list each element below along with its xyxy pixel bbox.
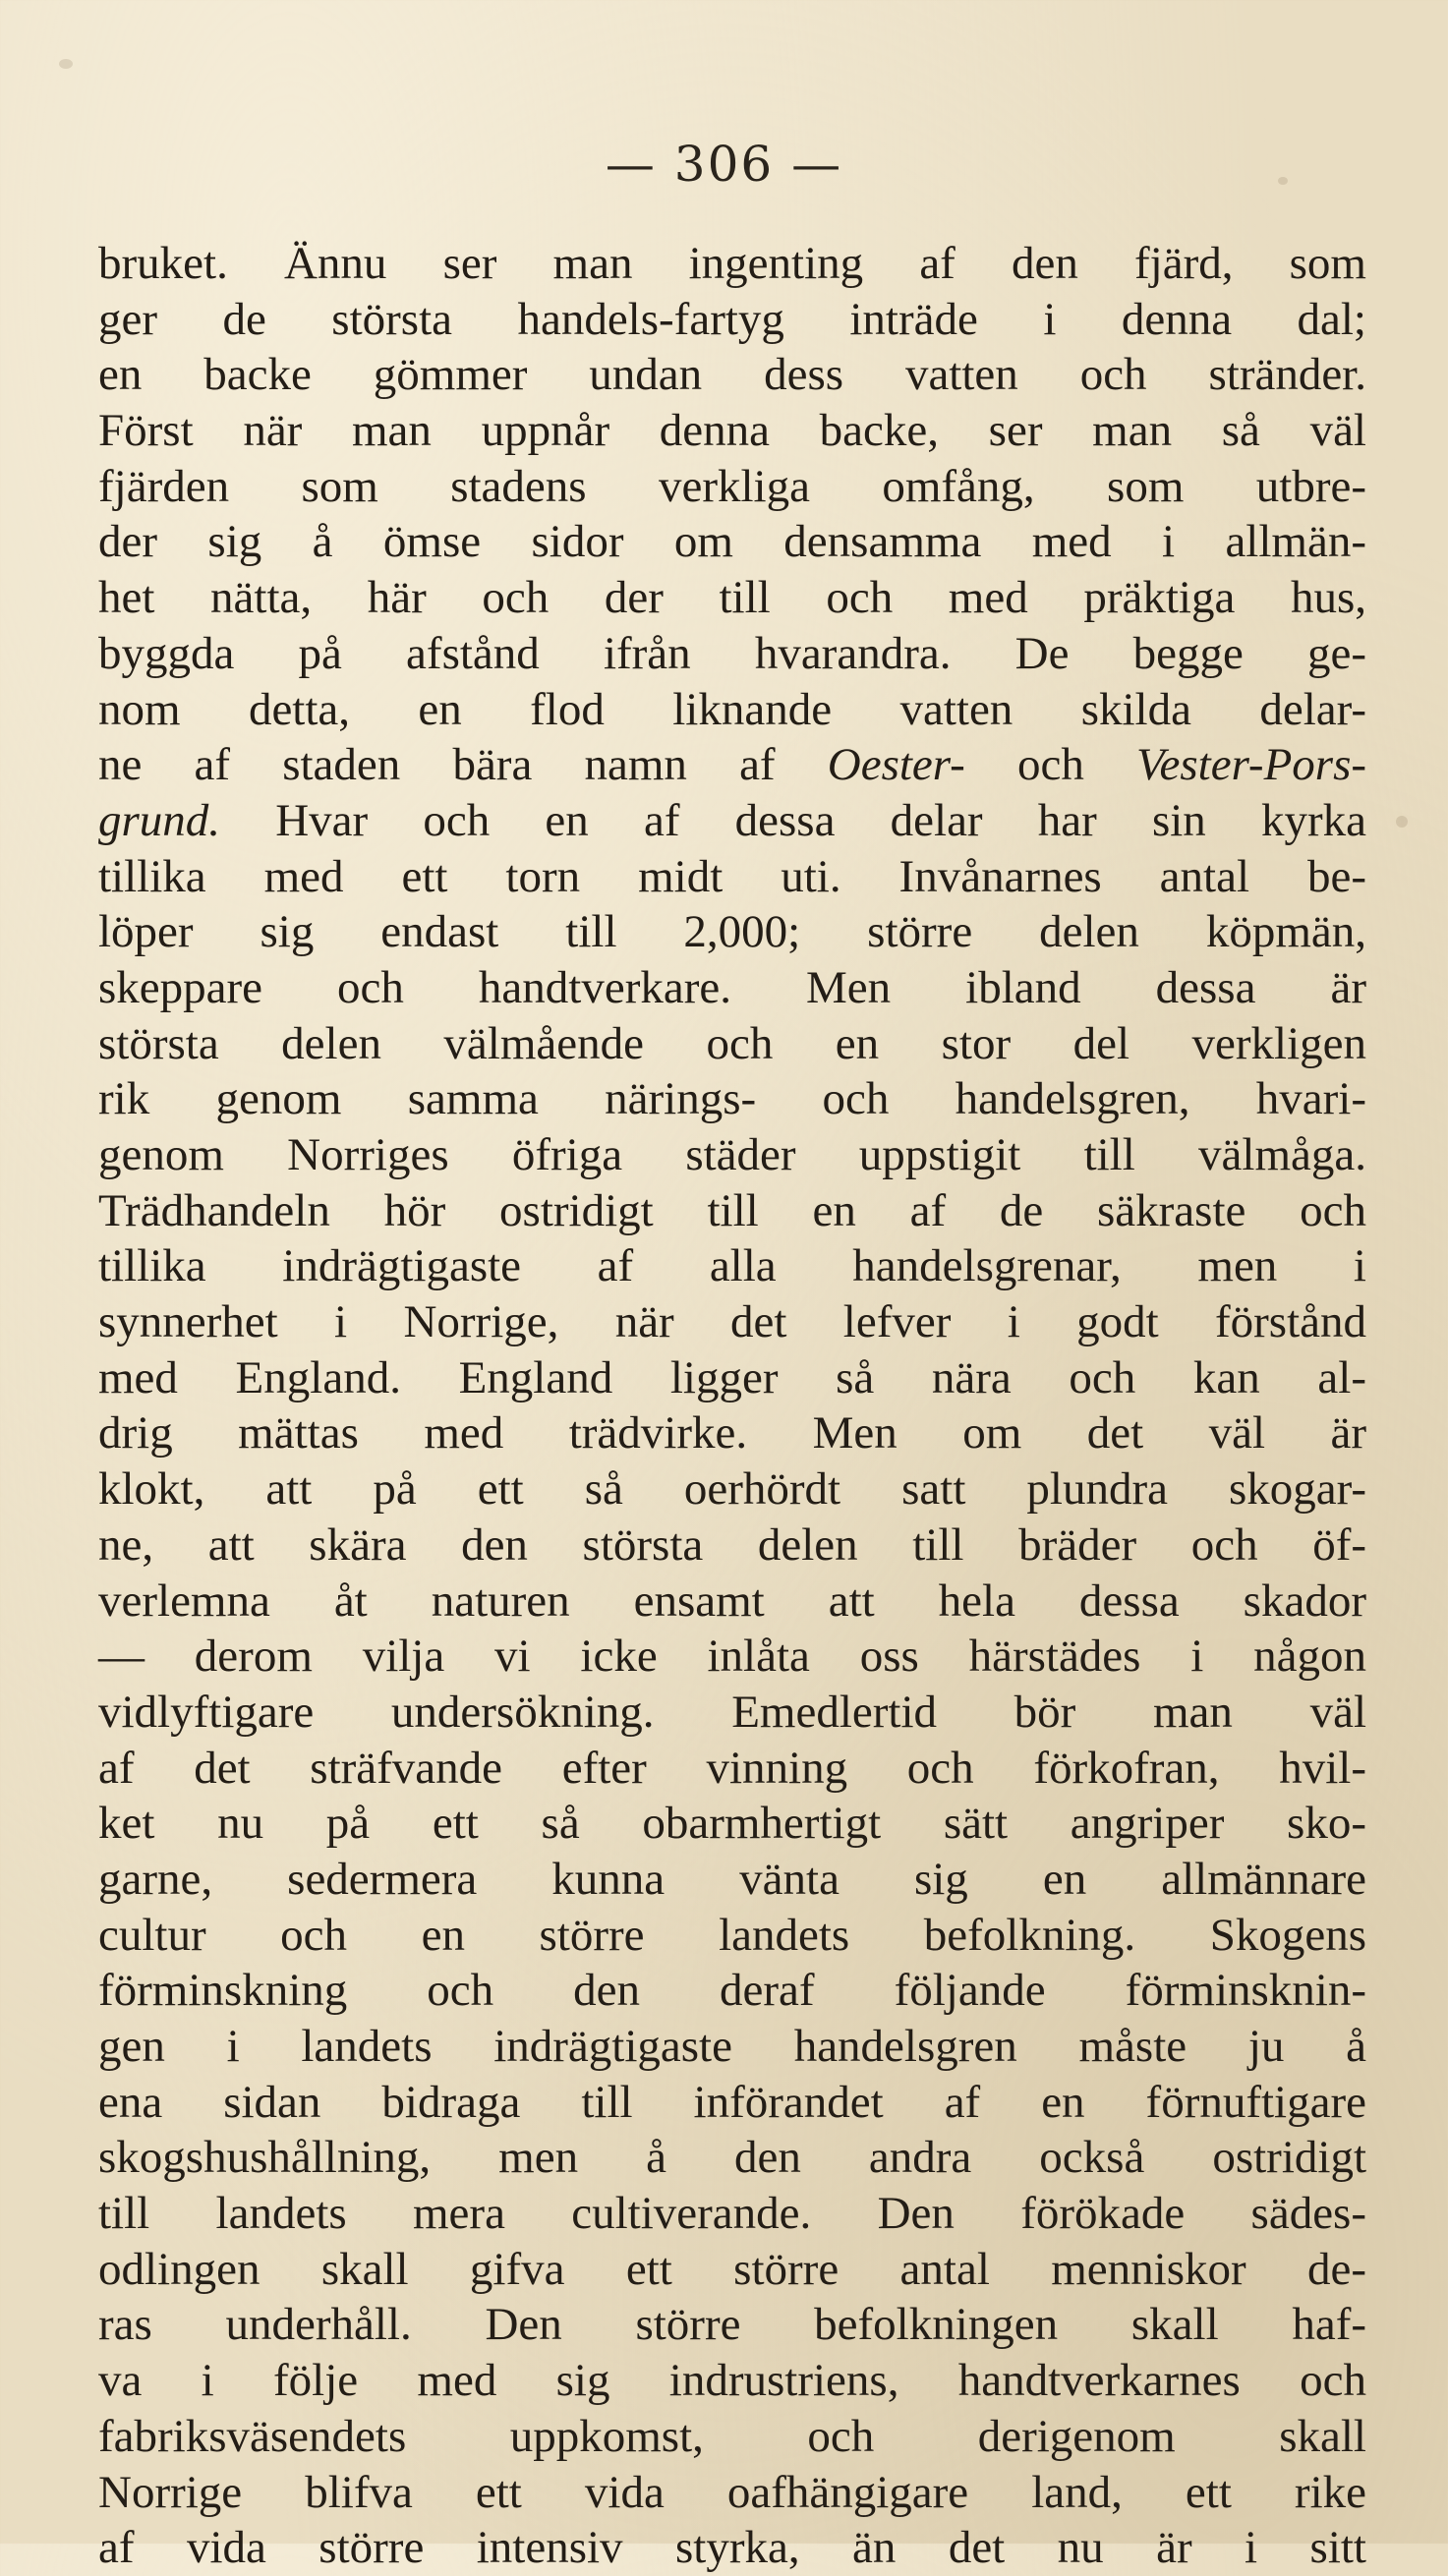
paper-stain bbox=[59, 59, 73, 69]
italic-place-name: Vester-Pors- bbox=[1136, 739, 1367, 791]
text-line: vidlyftigare undersökning. Emedlertid bör man väl bbox=[98, 1686, 1366, 1738]
text-line: gen i landets indrägtigaste handelsgren måste ju å bbox=[98, 2021, 1366, 2072]
text-line: synnerhet i Norrige, när det lefver i godt förstånd bbox=[98, 1296, 1366, 1348]
text-line-mixed bbox=[98, 793, 1366, 849]
text-line: ket nu på ett så obarmhertigt sätt angriper sko- bbox=[98, 1798, 1366, 1850]
text-line: nom detta, en flod liknande vatten skilda delar- bbox=[98, 683, 1366, 735]
text-line: tillika med ett torn midt uti. Invånarnes antal be- bbox=[98, 850, 1366, 902]
text-line: största delen välmående och en stor del verkligen bbox=[98, 1017, 1366, 1069]
text-line: Trädhandeln hör ostridigt till en af de säkraste och bbox=[98, 1184, 1366, 1236]
italic-place-name: grund. bbox=[98, 794, 221, 846]
text-line: va i följe med sig indrustriens, handtverkarnes och bbox=[98, 2355, 1366, 2407]
text-line: med England. England ligger så nära och kan al- bbox=[98, 1351, 1366, 1403]
text-line: ne, att skära den största delen till bräder och öf- bbox=[98, 1518, 1366, 1571]
text-line: ger de största handels-fartyg inträde i denna dal; bbox=[98, 293, 1366, 345]
text-line: skeppare och handtverkare. Men ibland dessa är bbox=[98, 961, 1366, 1013]
text-line: skogshushållning, men å den andra också ostridigt bbox=[98, 2132, 1366, 2184]
text-line: fabriksväsendets uppkomst, och derigenom skall bbox=[98, 2410, 1366, 2462]
text-line: af det sträfvande efter vinning och förkofran, hvil- bbox=[98, 1742, 1366, 1794]
text-line: byggda på afstånd ifrån hvarandra. De begge ge- bbox=[98, 627, 1366, 679]
text-line: garne, sedermera kunna vänta sig en allmännare bbox=[98, 1853, 1366, 1905]
text-line: — derom vilja vi icke inlåta oss härstädes i någon bbox=[98, 1631, 1366, 1683]
text-segment: Hvar och en af dessa delar har sin kyrka bbox=[275, 794, 1367, 846]
text-line: genom Norriges öfriga städer uppstigit till välmåga. bbox=[98, 1129, 1366, 1180]
text-line: till landets mera cultiverande. Den förökade sädes- bbox=[98, 2188, 1366, 2240]
text-line: förminskning och den deraf följande förminsknin- bbox=[98, 1965, 1366, 2017]
text-line: der sig å ömse sidor om densamma med i allmän- bbox=[98, 516, 1366, 568]
text-line: odlingen skall gifva ett större antal menniskor de- bbox=[98, 2243, 1366, 2295]
body-text bbox=[98, 236, 1366, 2576]
text-line: cultur och en större landets befolkning. Skogens bbox=[98, 1909, 1366, 1961]
page-number: — 306 — bbox=[605, 136, 843, 193]
text-line: af vida större intensiv styrka, än det nu är i sitt bbox=[98, 2522, 1366, 2574]
text-line: fjärden som stadens verkliga omfång, som utbre- bbox=[98, 460, 1366, 512]
text-line: drig mättas med trädvirke. Men om det väl är bbox=[98, 1407, 1366, 1460]
text-line: rik genom samma närings- och handelsgren, hvari- bbox=[98, 1073, 1366, 1125]
text-line: Norrige blifva ett vida oafhängigare land, ett rike bbox=[98, 2466, 1366, 2518]
text-line: tillika indrägtigaste af alla handelsgrenar, men i bbox=[98, 1240, 1366, 1292]
text-line: het nätta, här och der till och med präktiga hus, bbox=[98, 572, 1366, 624]
text-segment: ne af staden bära namn af bbox=[98, 739, 776, 791]
text-line-mixed bbox=[98, 737, 1366, 793]
text-line: Först när man uppnår denna backe, ser man så väl bbox=[98, 405, 1366, 457]
text-segment: och bbox=[1016, 739, 1084, 791]
text-line: löper sig endast till 2,000; större delen köpmän, bbox=[98, 906, 1366, 958]
text-line: en backe gömmer undan dess vatten och stränder. bbox=[98, 349, 1366, 401]
text-line: ena sidan bidraga till införandet af en förnuftigare bbox=[98, 2076, 1366, 2128]
italic-place-name: Oester- bbox=[827, 739, 965, 791]
text-line: verlemna åt naturen ensamt att hela dessa skador bbox=[98, 1574, 1366, 1627]
text-line: ras underhåll. Den större befolkningen skall haf- bbox=[98, 2299, 1366, 2351]
paper-stain bbox=[1396, 816, 1408, 828]
text-line: klokt, att på ett så oerhördt satt plundra skogar- bbox=[98, 1463, 1366, 1516]
text-line: bruket. Ännu ser man ingenting af den fjärd, som bbox=[98, 238, 1366, 289]
